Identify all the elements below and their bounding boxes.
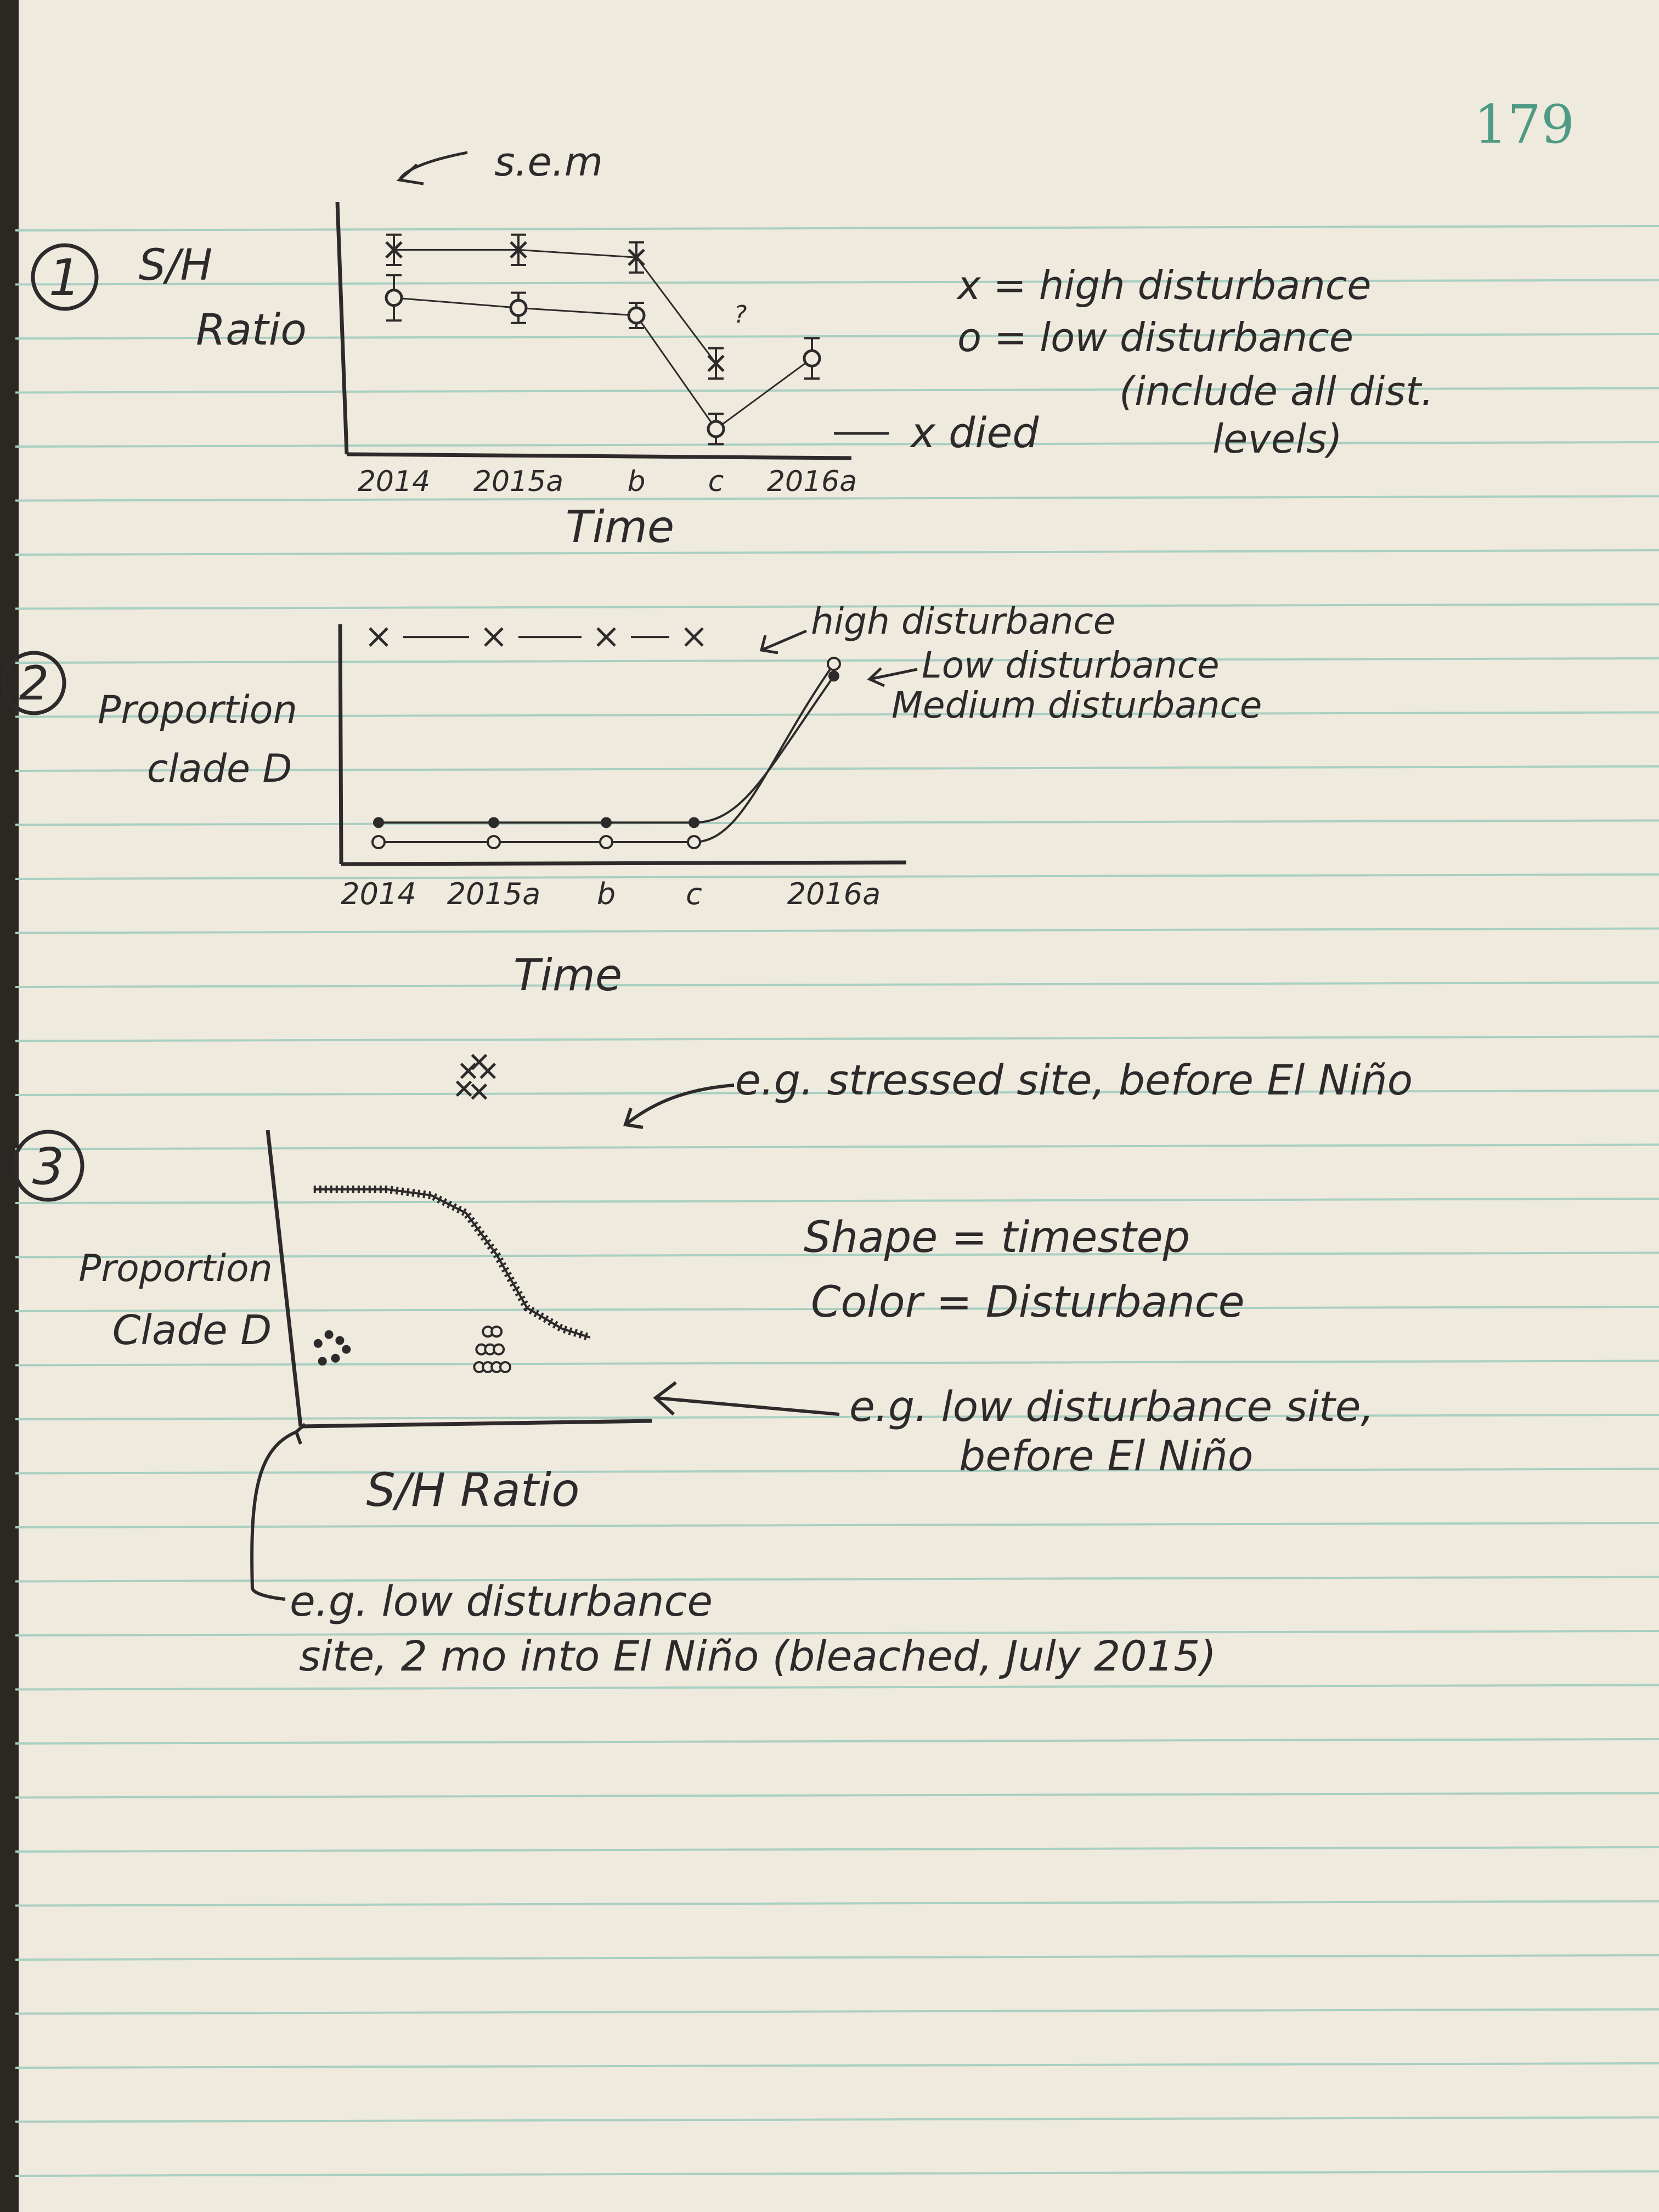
chart-1-sem-note: s.e.m [494, 139, 603, 185]
chart-2-point-low [488, 836, 500, 848]
chart-1-ylabel-line-1: S/H [138, 241, 213, 290]
chart-1-point-low [804, 351, 820, 366]
chart-1-tick-label: c [708, 465, 724, 498]
chart-1-legend-line-1: x = high disturbance [957, 262, 1372, 308]
chart-2-point-low [373, 836, 385, 848]
chart-2-point-medium [601, 817, 612, 828]
chart-3-ylabel-line-2: Clade D [112, 1307, 272, 1354]
section-3-number: 3 [32, 1137, 65, 1196]
chart-3-low-before-annotation-line-1: e.g. low disturbance site, [849, 1382, 1374, 1431]
chart-2-xlabel: Time [513, 950, 623, 1001]
chart-2-tick-label: c [686, 877, 702, 911]
page-number: 179 [1474, 94, 1575, 155]
chart-2-tick-label: 2014 [341, 877, 416, 911]
chart-3-low-during-annotation-line-1: e.g. low disturbance [290, 1577, 713, 1626]
chart-3-point-low-during [331, 1354, 340, 1363]
chart-3-ylabel-line-1: Proportion [78, 1247, 273, 1290]
page-shadow [0, 0, 19, 2212]
chart-2-ylabel-line-2: clade D [146, 746, 292, 791]
chart-1-tick-label: b [627, 465, 646, 498]
chart-3-point-low-during [325, 1330, 334, 1339]
section-2-number: 2 [19, 656, 49, 711]
chart-3-stressed-annotation: e.g. stressed site, before El Niño [735, 1056, 1413, 1104]
chart-2-tick-label: 2015a [447, 877, 541, 911]
chart-2-medium-label: Medium disturbance [891, 684, 1262, 726]
chart-3-note-shape: Shape = timestep [804, 1213, 1190, 1262]
chart-2-point-medium [828, 670, 839, 681]
chart-2-x-axis [341, 862, 906, 864]
chart-2-high-label: high disturbance [811, 600, 1116, 642]
chart-1-point-low [629, 308, 644, 323]
chart-1-tick-label: 2016a [766, 465, 857, 498]
chart-3-xlabel: S/H Ratio [366, 1463, 580, 1517]
section-1-number: 1 [48, 249, 81, 307]
chart-3-point-low-before [500, 1362, 510, 1372]
chart-1-tick-label: 2015a [473, 465, 564, 498]
chart-3-point-low-during [314, 1339, 323, 1348]
chart-3-low-during-annotation-line-2: site, 2 mo into El Niño (bleached, July 2015) [299, 1632, 1217, 1680]
chart-2-point-medium [373, 817, 384, 828]
chart-3-note-color: Color = Disturbance [811, 1278, 1245, 1327]
chart-1-tick-label: 2014 [357, 465, 431, 498]
chart-2-low-label: Low disturbance [922, 644, 1220, 686]
chart-1-xlabel: Time [565, 501, 675, 552]
chart-1-legend-line-2: o = low disturbance [957, 314, 1354, 360]
chart-2-y-axis [340, 624, 341, 864]
chart-3-point-low-before [494, 1345, 504, 1355]
chart-1-died-annotation: x died [911, 408, 1039, 457]
chart-2-point-medium [488, 817, 499, 828]
chart-3-low-before-annotation-line-2: before El Niño [959, 1431, 1254, 1480]
chart-3-point-low-before [492, 1327, 501, 1336]
chart-1-point-low [386, 290, 402, 306]
chart-1-question-mark: ? [734, 301, 747, 329]
chart-2-point-low [688, 836, 700, 848]
chart-1-legend-line-3: (include all dist. [1119, 368, 1434, 414]
chart-2-point-low [828, 658, 840, 670]
chart-1-legend-line-4: levels) [1212, 416, 1342, 462]
chart-3-point-low-during [342, 1345, 351, 1354]
chart-2-ylabel-line-1: Proportion [98, 687, 297, 732]
chart-3-point-low-during [335, 1336, 344, 1345]
chart-1-ylabel-line-2: Ratio [196, 306, 307, 355]
chart-1-point-low [511, 300, 526, 315]
chart-3-point-low-during [318, 1357, 327, 1365]
chart-2-tick-label: b [596, 877, 616, 911]
chart-2-point-low [600, 836, 612, 848]
chart-2-tick-label: 2016a [787, 877, 881, 911]
chart-1-point-low [708, 421, 724, 437]
chart-2-point-medium [689, 817, 699, 828]
